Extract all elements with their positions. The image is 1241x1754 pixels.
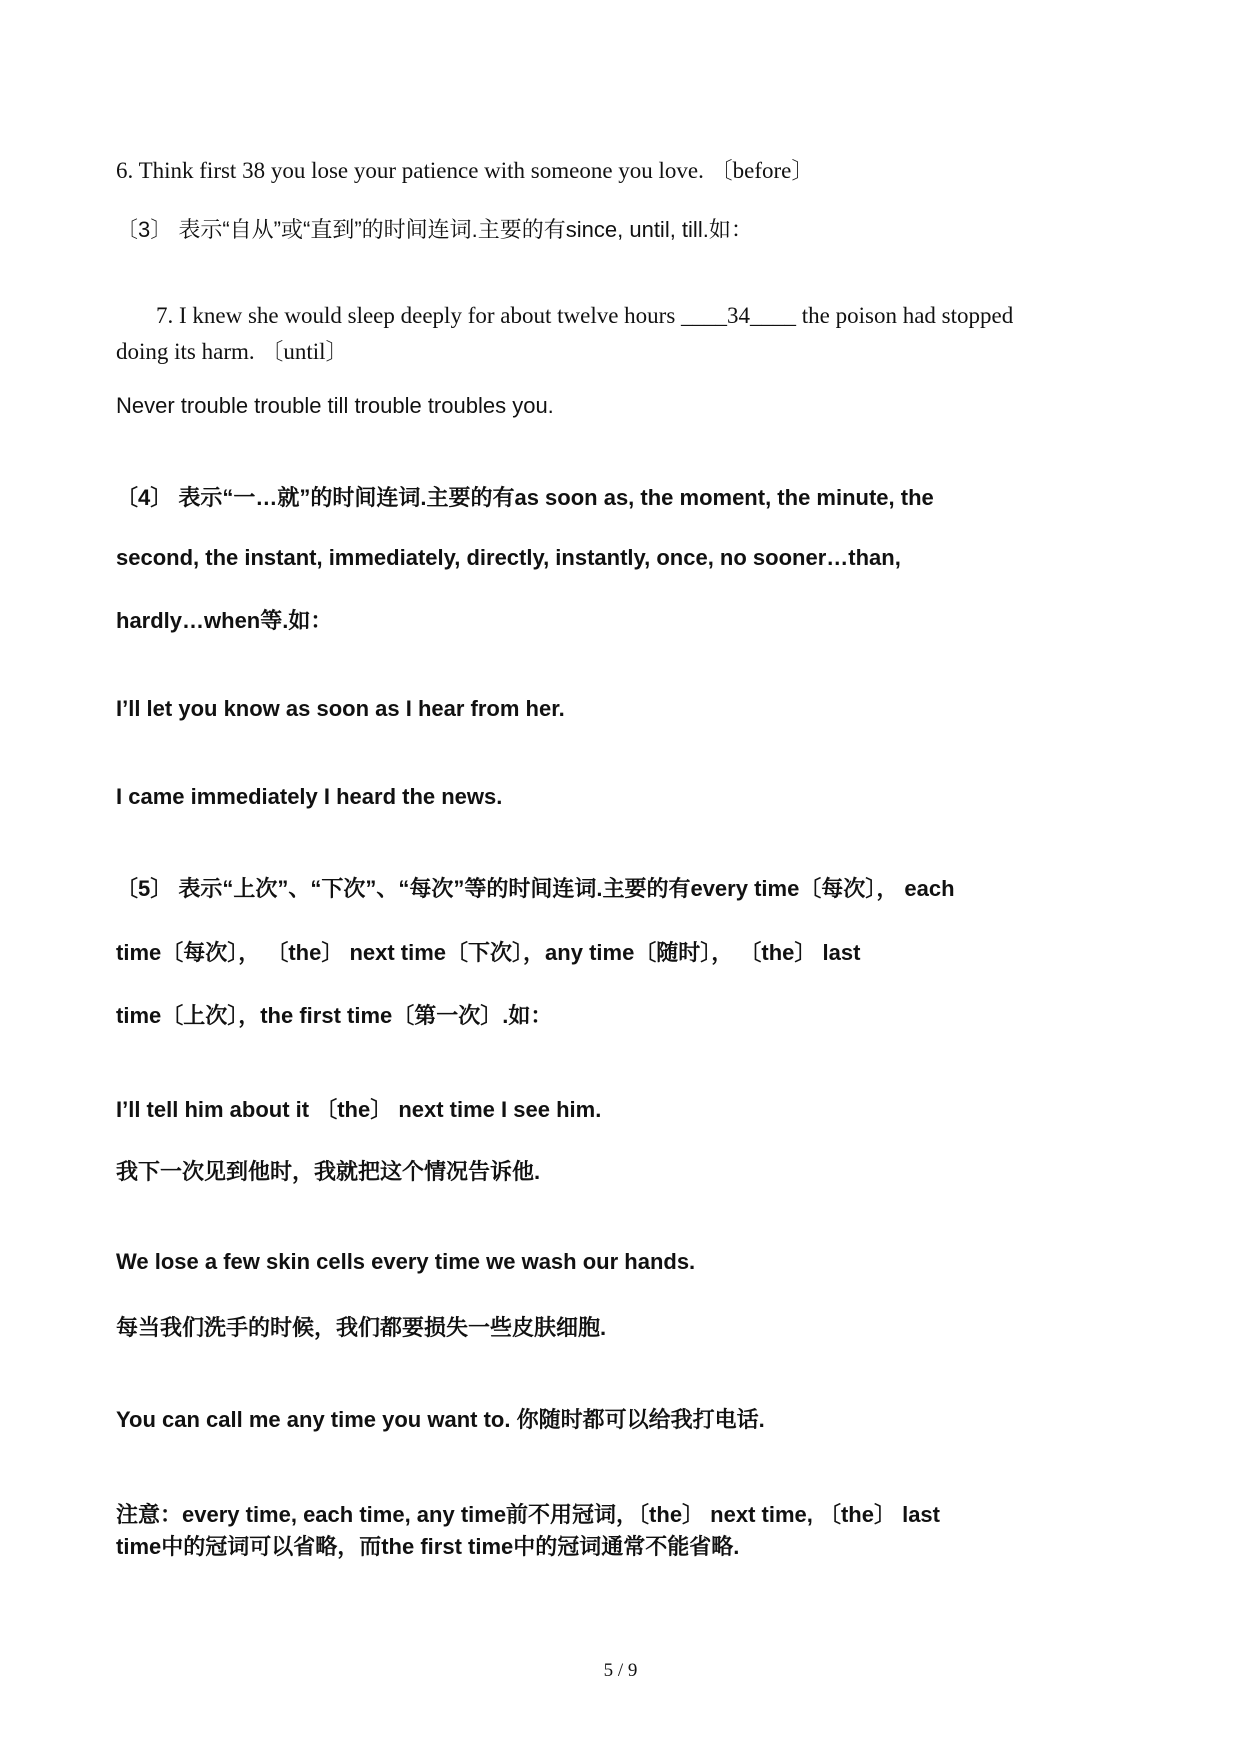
heading-5-line-2: time〔每次〕， 〔the〕 next time〔下次〕，any time〔随时〕， 〔the〕 last	[116, 940, 861, 965]
heading-5-line-1: 〔5〕 表示“上次”、“下次”、“每次”等的时间连词.主要的有every time〔每次〕， each	[116, 876, 955, 901]
example-7-line-2: doing its harm. 〔until〕	[116, 339, 349, 364]
example-sentence: I’ll tell him about it 〔the〕 next time I see him.	[116, 1097, 602, 1122]
example-sentence: I came immediately I heard the news.	[116, 784, 503, 809]
heading-4-line-1: 〔4〕 表示“一…就”的时间连词.主要的有as soon as, the moment, the minute, the	[116, 485, 934, 510]
heading-5-line-3: time〔上次〕，the first time〔第一次〕.如：	[116, 1003, 553, 1028]
heading-4-line-2: second, the instant, immediately, directly, instantly, once, no sooner…than,	[116, 545, 901, 570]
example-6: 6. Think first 38 you lose your patience with someone you love. 〔before〕	[116, 158, 815, 183]
note-line-2: time中的冠词可以省略，而the first time中的冠词通常不能省略.	[116, 1534, 740, 1559]
heading-4-line-3: hardly…when等.如：	[116, 608, 333, 633]
note-line-1: 注意：every time, each time, any time前不用冠词，〔the〕 next time, 〔the〕 last	[116, 1502, 940, 1527]
example-sentence: You can call me any time you want to. 你随时都可以给我打电话.	[116, 1407, 765, 1432]
proverb-line: Never trouble trouble till trouble troubles you.	[116, 393, 554, 418]
example-translation: 每当我们洗手的时候，我们都要损失一些皮肤细胞.	[116, 1315, 607, 1340]
heading-3: 〔3〕 表示“自从”或“直到”的时间连词.主要的有since, until, till.如：	[116, 217, 753, 242]
example-translation: 我下一次见到他时，我就把这个情况告诉他.	[116, 1159, 541, 1184]
example-sentence: I’ll let you know as soon as I hear from her.	[116, 696, 565, 721]
page-number: 5 / 9	[603, 1660, 638, 1681]
example-7-line-1: 7. I knew she would sleep deeply for about twelve hours ____34____ the poison had stopped	[156, 303, 1014, 328]
example-sentence: We lose a few skin cells every time we wash our hands.	[116, 1249, 696, 1274]
